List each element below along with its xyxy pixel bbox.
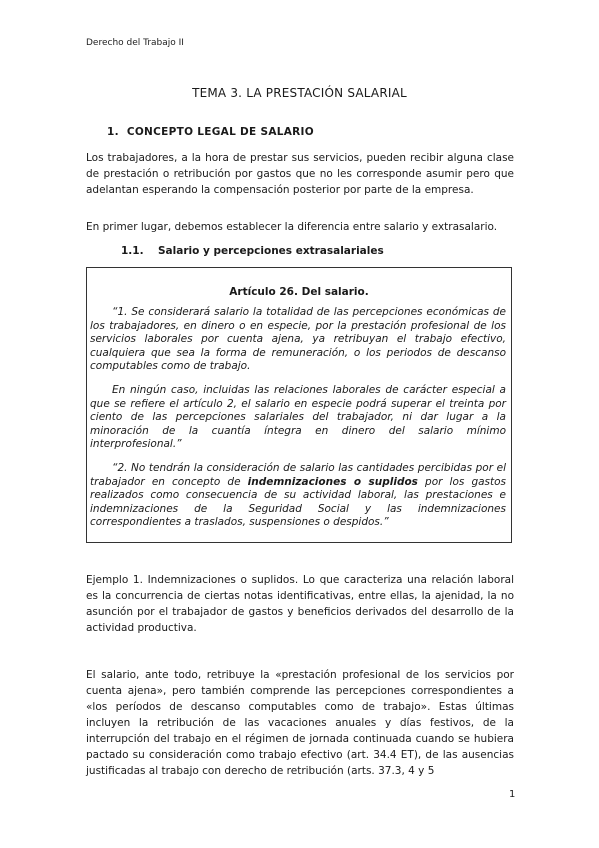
example-paragraph: Ejemplo 1. Indemnizaciones o suplidos. Lo que caracteriza una relación laboral es la concurrencia de ciertas notas identificativas, entre ellas, la ajenidad, la no asunción por el trabajador de gastos y beneficios derivados del desarrollo de la actividad productiva. [86, 574, 514, 634]
article-title: Artículo 26. Del salario. [229, 286, 369, 298]
running-header: Derecho del Trabajo II [86, 38, 184, 48]
subsection-title: Salario y percepciones extrasalariales [158, 245, 384, 257]
subsection-number: 1.1. [121, 245, 144, 257]
difference-paragraph: En primer lugar, debemos establecer la diferencia entre salario y extrasalario. [86, 221, 498, 233]
article-quote-3 [90, 462, 506, 530]
page-number: 1 [509, 789, 516, 800]
quote-3-bold-term: indemnizaciones o suplidos [247, 475, 418, 488]
subsection-heading [121, 245, 384, 257]
page-title: TEMA 3. LA PRESTACIÓN SALARIAL [192, 86, 407, 100]
section-heading [107, 126, 314, 138]
intro-paragraph: Los trabajadores, a la hora de prestar sus servicios, pueden recibir alguna clase de prestación o retribución por gastos que no les corresponde asumir pero que adelantan esperando la compensación posterior por parte de la empresa. [86, 152, 514, 196]
salary-paragraph: El salario, ante todo, retribuye la «prestación profesional de los servicios por cuenta ajena», pero también comprende las percepciones correspondientes a «los períodos de descanso computables como de trabajo». Estas últimas incluyen la retribución de las vacaciones anuales y días festivos, de la interrupción del trabajo en el régimen de jornada continuada cuando se hubiera pactado su consideración como trabajo efectivo (art. 34.4 ET), de las ausencias justificadas al trabajo con derecho de retribución (arts. 37.3, 4 y 5 [86, 669, 514, 777]
article-quote-2: En ningún caso, incluidas las relaciones laborales de carácter especial a que se refiere el artículo 2, el salario en especie podrá superar el treinta por ciento de las percepciones salariales del trabajador, ni dar lugar a la minoración de la cuantía íntegra en dinero del salario mínimo interprofesional.” [90, 384, 506, 451]
quote-3-text-a: “2. No tendrán la consideración de salario las cantidades percibidas por el trabajador en concepto de [90, 462, 506, 488]
section-number: 1. [107, 126, 119, 138]
section-title: CONCEPTO LEGAL DE SALARIO [126, 126, 314, 138]
quote-3-text-b: por los gastos realizados como consecuencia de su actividad laboral, las prestaciones e indemnizaciones de la Seguridad Social y las indemnizaciones correspondientes a traslados, suspensiones o despidos.” [90, 475, 507, 529]
article-quote-1: “1. Se considerará salario la totalidad de las percepciones económicas de los trabajadores, en dinero o en especie, por la prestación profesional de los servicios laborales por cuenta ajena, ya retribuyan el trabajo efectivo, cualquiera que sea la forma de remuneración, o los periodos de descanso computables como de trabajo. [90, 306, 506, 373]
